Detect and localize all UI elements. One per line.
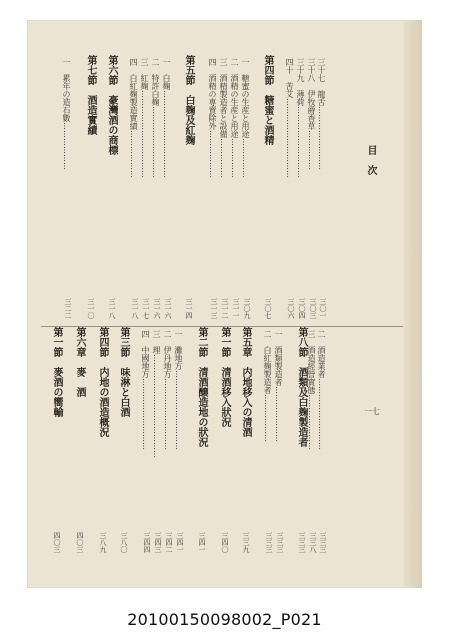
toc-entry: 三 酒精製造者と設備…………… xyxy=(219,58,228,178)
toc-page-number: 三〇一 xyxy=(319,298,327,319)
toc-section-heading: 第四節 糖蜜と酒精 xyxy=(262,55,273,145)
toc-page-number: 三八九 xyxy=(99,532,107,553)
toc-page-number: 三一二 xyxy=(221,298,229,319)
toc-entry: 一 白麹…………………………… xyxy=(162,58,171,178)
toc-entry: 二 伊丹地方……………………… xyxy=(163,330,172,450)
toc-entry: 一 糖蜜の生産と用途…………… xyxy=(241,58,250,178)
toc-entry: 二 白紅麹製造者……………… xyxy=(263,330,272,442)
toc-page-number: 三一六 xyxy=(164,298,172,319)
page-number: 一七 xyxy=(364,407,380,416)
toc-page-number: 四〇三 xyxy=(76,532,84,553)
toc-entry: 四 中國地方……………………… xyxy=(141,330,150,450)
toc-section-heading: 第七節 酒造實績 xyxy=(85,55,96,135)
toc-entry: 二 酒造業者……………………… xyxy=(317,330,326,450)
toc-entry: 四 酒精の専賣除外……………… xyxy=(208,58,217,178)
toc-entry: 四 白紅麹製造實績……………… xyxy=(129,58,138,178)
toc-entry: 三十七 龍舌…………………… xyxy=(317,58,326,170)
toc-page-number: 三八〇 xyxy=(120,532,128,553)
toc-page-number: 三四四 xyxy=(143,532,151,553)
toc-entry: 三十九 薄荷……………………… xyxy=(296,58,305,178)
toc-entry: 一 酒類製造者………………… xyxy=(274,330,283,442)
toc-page-number: 三四二 xyxy=(165,532,173,553)
toc-page-number: 三一八 xyxy=(108,298,116,319)
toc-section-heading: 第一節 清酒移入狀況 xyxy=(219,327,230,427)
toc-page-number: 三〇六 xyxy=(287,298,295,319)
toc-page-number: 三三三 xyxy=(276,532,284,553)
book-page xyxy=(27,20,422,588)
toc-section-heading: 第五節 白麹及紅麹 xyxy=(183,55,194,145)
toc-page-number: 三一〇 xyxy=(87,298,95,319)
toc-page-number: 三〇九 xyxy=(243,298,251,319)
toc-section-heading: 第四節 内地の酒造概況 xyxy=(97,327,108,437)
toc-section-heading: 第一節 麥酒の嚮輸 xyxy=(51,327,62,417)
toc-entry: 三十八 伊牧爵香草…………… xyxy=(307,58,316,170)
toc-page-number: 三四一 xyxy=(176,532,184,553)
toc-section-heading: 第六節 豪灣酒の商標 xyxy=(106,55,117,155)
toc-page-number: 三〇四 xyxy=(298,298,306,319)
toc-page-number: 三四一 xyxy=(198,532,206,553)
toc-page-number: 三一八 xyxy=(131,298,139,319)
toc-entry: 一 灘地方………………………… xyxy=(174,330,183,450)
toc-entry: 三 紅麹…………………………… xyxy=(140,58,149,178)
page-fold-shadow xyxy=(404,20,422,588)
toc-entry: 四十 苦艾………………………… xyxy=(285,58,294,178)
toc-page-number: 三三三 xyxy=(265,532,273,553)
toc-page-number: 三〇七 xyxy=(264,298,272,319)
toc-entry: 三 理………………………………… xyxy=(152,330,161,458)
toc-page-number: 三三九 xyxy=(242,532,250,553)
toc-section-heading: 第六章 麥 酒 xyxy=(74,327,85,397)
toc-entry: 二 酒精の生産と用途…………… xyxy=(230,58,239,178)
toc-page-number: 四〇三 xyxy=(53,532,61,553)
toc-page-number: 三四〇 xyxy=(221,532,229,553)
toc-section-heading: 第五章 内地移入の清酒 xyxy=(240,327,251,437)
toc-page-number: 三三三 xyxy=(319,532,327,553)
toc-page-number: 三一六 xyxy=(153,298,161,319)
toc-section-heading: 第二節 清酒醸造地の狀況 xyxy=(196,327,207,447)
toc-page-number: 三三三 xyxy=(298,532,306,553)
toc-page-number: 三〇三 xyxy=(309,298,317,319)
toc-section-heading: 第三節 味淋と白酒 xyxy=(118,327,129,417)
toc-page-number: 三三八 xyxy=(309,532,317,553)
toc-page-number: 三一七 xyxy=(142,298,150,319)
toc-entry: 三 酒造經營實態………………… xyxy=(307,330,316,450)
toc-page-number: 三四三 xyxy=(154,532,162,553)
toc-section-heading: 第八節 酒類及白麹製造者 xyxy=(296,327,307,447)
toc-page-number: 三一一 xyxy=(232,298,240,319)
toc-entry: 二 特許白麹……………………… xyxy=(151,58,160,178)
image-caption: 20100150098002_P021 xyxy=(127,610,322,629)
toc-page-number: 三一三 xyxy=(210,298,218,319)
toc-page-number: 三一四 xyxy=(185,298,193,319)
toc-heading: 目 次 xyxy=(365,145,376,175)
toc-entry: 一 累年の造石數……………… xyxy=(62,58,71,170)
toc-page-number: 三二二 xyxy=(64,298,72,319)
